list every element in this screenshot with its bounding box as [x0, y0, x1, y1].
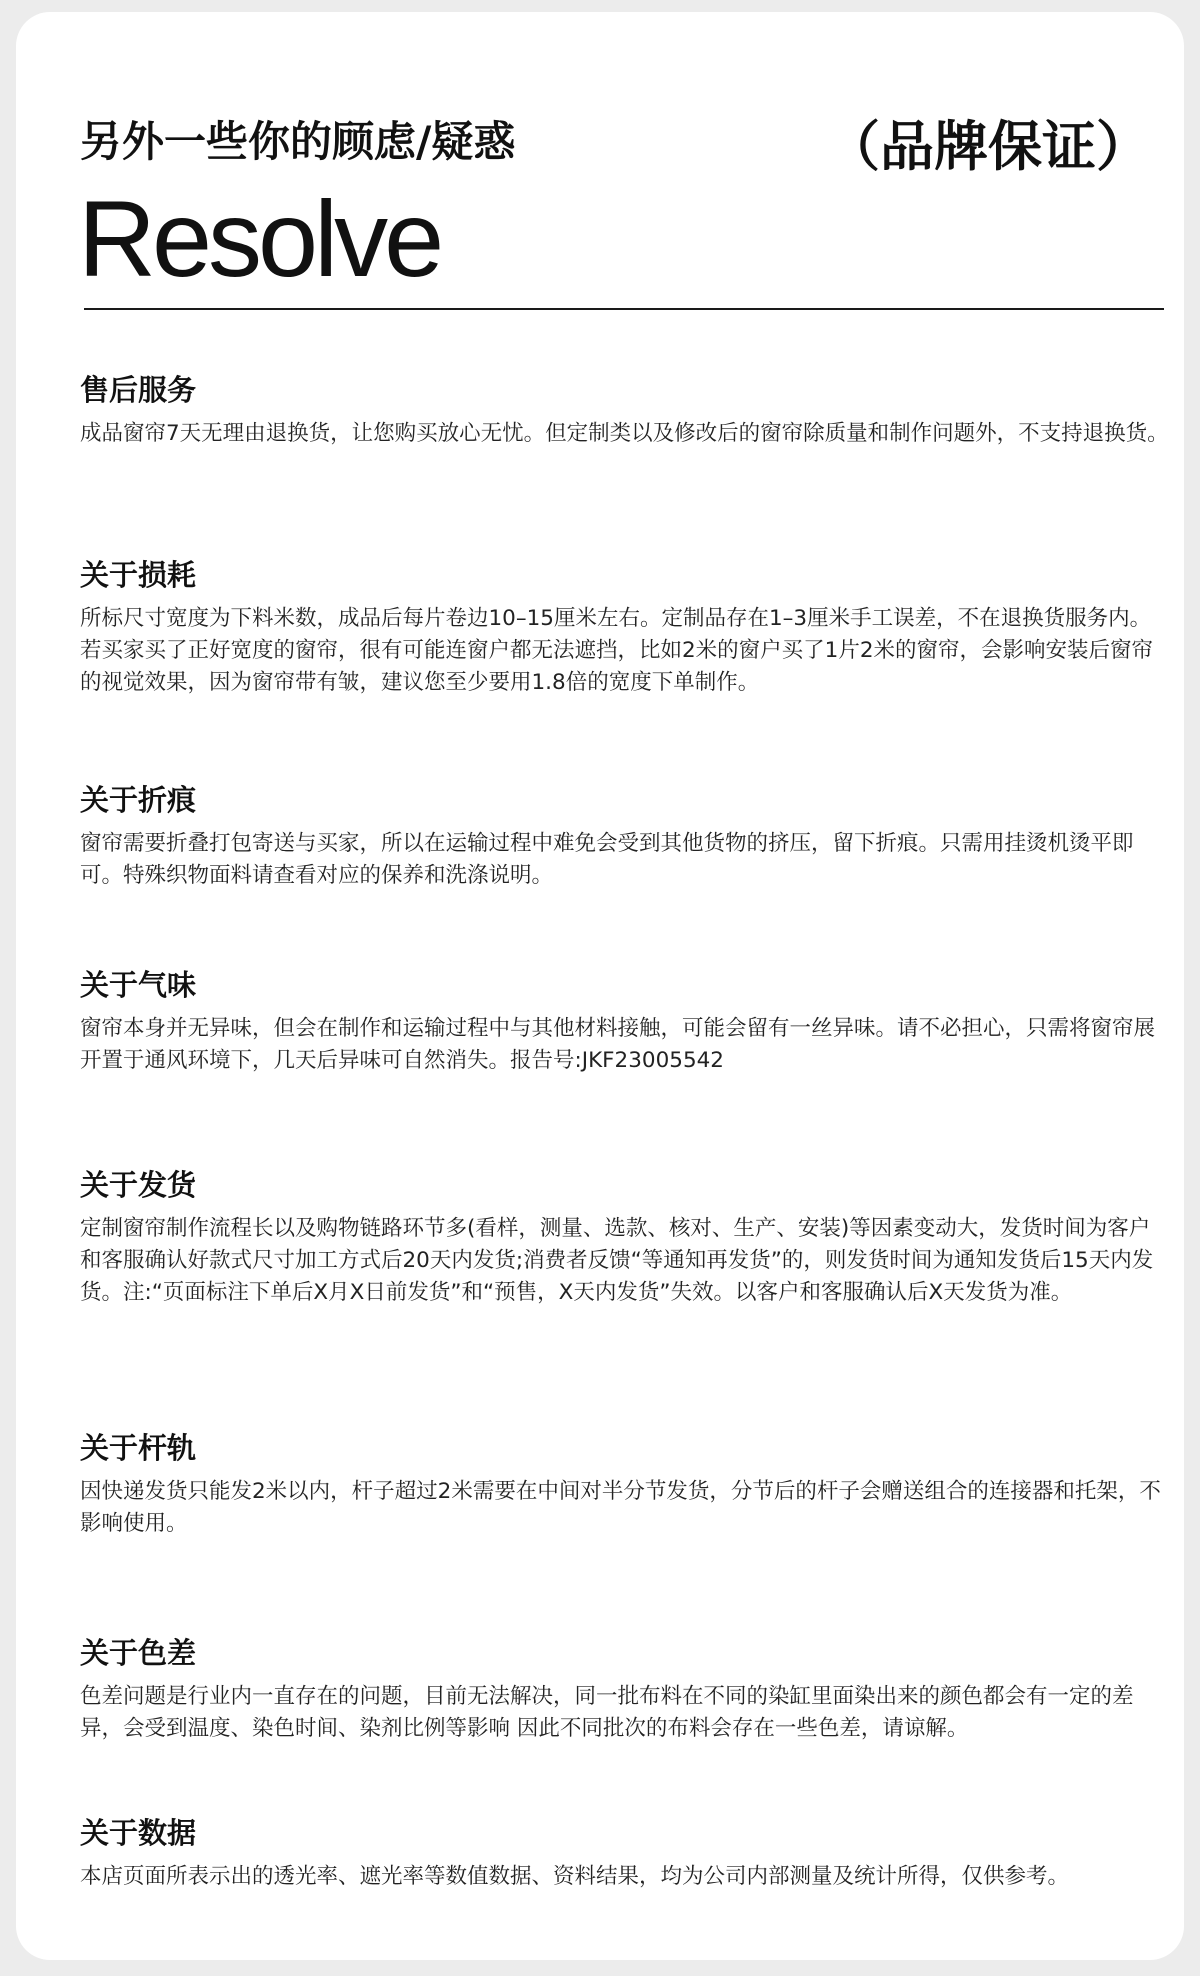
section-data	[80, 1815, 1170, 1893]
section-body: 窗帘本身并无异味，但会在制作和运输过程中与其他材料接触，可能会留有一丝异味。请不必担心，只需将窗帘展开置于通风环境下，几天后异味可自然消失。报告号:JKF23005542	[80, 1016, 1156, 1073]
section-color-difference	[80, 1635, 1170, 1745]
section-heading: 售后服务	[80, 373, 197, 407]
section-body: 定制窗帘制作流程长以及购物链路环节多(看样，测量、选款、核对、生产、安装)等因素变动大，发货时间为客户和客服确认好款式尺寸加工方式后20天内发货;消费者反馈“等通知再发货”的，则发货时间为通知发货后15天内发货。注:“页面标注下单后X月X日前发货”和“预售，X天内发货”失效。以客户和客服确认后X天发货为准。	[80, 1216, 1154, 1305]
section-heading: 关于折痕	[80, 783, 197, 817]
page-header	[80, 114, 1164, 314]
section-heading: 关于发货	[80, 1168, 197, 1202]
section-body: 窗帘需要折叠打包寄送与买家，所以在运输过程中难免会受到其他货物的挤压，留下折痕。只需用挂烫机烫平即可。特殊织物面料请查看对应的保养和洗涤说明。	[80, 831, 1134, 888]
section-wastage	[80, 557, 1170, 699]
page-subtitle: 另外一些你的顾虑/疑惑	[80, 117, 516, 166]
section-body: 色差问题是行业内一直存在的问题，目前无法解决，同一批布料在不同的染缸里面染出来的颜色都会有一定的差异，会受到温度、染色时间、染剂比例等影响 因此不同批次的布料会存在一些色差，请谅解。	[80, 1684, 1134, 1741]
section-after-sales	[80, 372, 1170, 450]
content-card	[16, 12, 1184, 1960]
section-body: 本店页面所表示出的透光率、遮光率等数值数据、资料结果，均为公司内部测量及统计所得，仅供参考。	[80, 1864, 1070, 1889]
section-shipping	[80, 1167, 1170, 1309]
section-body: 成品窗帘7天无理由退换货，让您购买放心无忧。但定制类以及修改后的窗帘除质量和制作问题外，不支持退换货。	[80, 421, 1169, 446]
section-heading: 关于杆轨	[80, 1431, 197, 1465]
page-title: Resolve	[78, 178, 441, 299]
section-heading: 关于损耗	[80, 558, 197, 592]
brand-guarantee-label: （品牌保证）	[826, 115, 1150, 178]
section-heading: 关于气味	[80, 968, 197, 1002]
section-body: 所标尺寸宽度为下料米数，成品后每片卷边10–15厘米左右。定制品存在1–3厘米手工误差，不在退换货服务内。若买家买了正好宽度的窗帘，很有可能连窗户都无法遮挡，比如2米的窗户买了1片2米的窗帘，会影响安装后窗帘的视觉效果，因为窗帘带有皱，建议您至少要用1.8倍的宽度下单制作。	[80, 606, 1154, 695]
header-divider	[84, 308, 1164, 310]
section-heading: 关于色差	[80, 1636, 197, 1670]
section-odor	[80, 967, 1170, 1077]
section-creases	[80, 782, 1170, 892]
section-body: 因快递发货只能发2米以内，杆子超过2米需要在中间对半分节发货，分节后的杆子会赠送组合的连接器和托架，不影响使用。	[80, 1479, 1161, 1536]
section-heading: 关于数据	[80, 1816, 197, 1850]
section-rods	[80, 1430, 1170, 1540]
